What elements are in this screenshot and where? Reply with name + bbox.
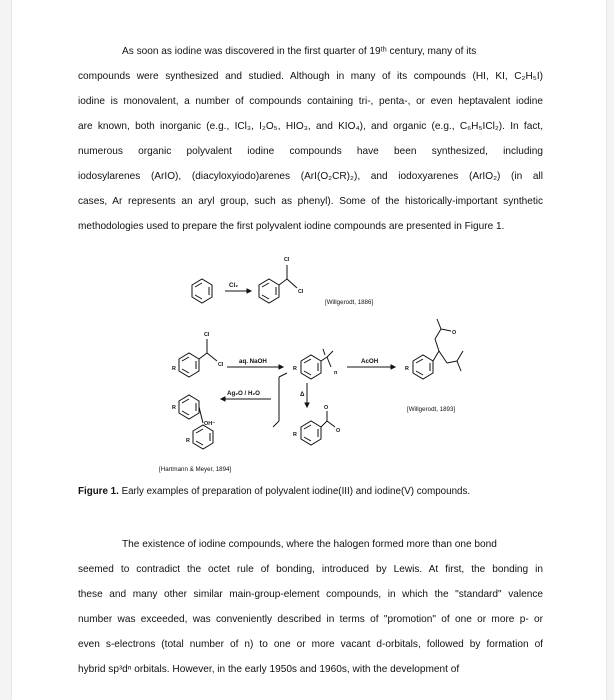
atom-o: O [324,405,329,411]
atom-cl: Cl [204,332,210,338]
text-line: methodologies used to prepare the first polyvalent iodine compounds are presented in Figure 1. [78,221,505,232]
figure-caption-text: Early examples of preparation of polyvalent iodine(III) and iodine(V) compounds. [118,486,471,497]
text-line: seemed to contradict the octet rule of bonding, introduced by Lewis. At first, the bonding in [78,564,543,575]
reagent-naoh: aq. NaOH [239,358,267,365]
text-line: As soon as iodine was discovered in the first quarter of 19ᵗʰ century, many of its [122,46,477,57]
figure-caption [78,486,548,497]
iodoxyarene-structure [301,411,335,445]
text-line: iodine is monovalent, a number of compounds containing tri-, penta-, or even heptavalent iodine [78,96,543,107]
reagent-heat: Δ [300,391,305,398]
atom-cl: Cl [218,362,224,368]
hydroxide-label: OH⁻ [204,421,215,427]
atom-r: R [172,405,176,411]
ref-hartmann-meyer-1894: [Hartmann & Meyer, 1894] [159,466,232,473]
reagent-acoh: AcOH [361,358,379,365]
atom-r: R [293,366,297,372]
figure-label: Figure 1. [78,486,119,497]
text-line: The existence of iodine compounds, where the halogen formed more than one bond [122,539,497,550]
atom-r: R [172,366,176,372]
text-line: iodosylarenes (ArIO), (diacyloxyiodo)arenes (ArI(O₂CR)₂), and iodoxyarenes (ArIO₂) (in all [78,171,543,182]
text-line: are known, both inorganic (e.g., ICl₃, I₂O₅, HIO₃, and KIO₄), and organic (e.g., C₆H₅ICl₂). In fact, [78,121,543,132]
iodobenzene-dichloride-structure [259,265,297,303]
atom-cl: Cl [298,289,304,295]
text-line: even s-electrons (total number of n) to one or more vacant d-orbitals, followed by formation of [78,639,543,650]
atom-o: O [336,428,341,434]
atom-o: O [452,330,457,336]
aryl-iodine-dichloride-structure [179,339,217,377]
ref-willgerodt-1886: [Willgerodt, 1886] [325,299,374,306]
ref-willgerodt-1893: [Willgerodt, 1893] [407,406,456,413]
text-line: numerous organic polyvalent iodine compounds have been synthesized, including [78,146,543,157]
atom-cl: Cl [284,257,290,263]
text-line: hybrid spᵌdⁿ orbitals. However, in the early 1950s and 1960s, with the development of [78,664,460,675]
reaction-scheme-figure [159,243,567,478]
diacetoxyiodoarene-structure [413,319,463,379]
benzene-structure [192,279,212,303]
atom-r: R [293,432,297,438]
document-page [12,0,606,700]
atom-r: R [405,366,409,372]
iodosylarene-structure [301,349,333,379]
text-line: these and many other similar main-group-element compounds, in which the "standard" valence [78,589,543,600]
text-line: compounds were synthesized and studied. Although in many of its compounds (HI, KI, C₂H₅I) [78,71,543,82]
reagent-cl2: Cl₂ [229,282,238,289]
reagent-ag2o: Ag₂O / H₂O [227,390,260,397]
text-line: number was exceeded, was conveniently described in terms of "promotion" of one or more p- or [78,614,543,625]
atom-r: R [186,438,190,444]
text-line: cases, Ar represents an aryl group, such as phenyl). Some of the historically-important synthetic [78,196,543,207]
atom-n: n [334,370,338,376]
